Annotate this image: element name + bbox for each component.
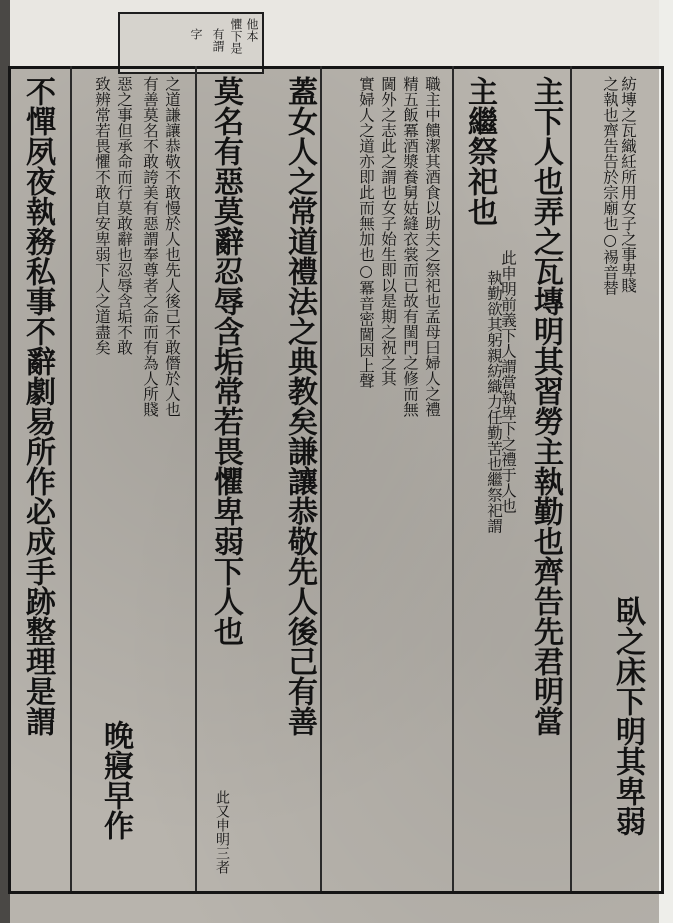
header-line: 有謂	[211, 28, 225, 52]
column-rule	[70, 66, 72, 891]
text-column-small: 之道謙讓恭敬不敢慢於人也先人後己不敢僭於人也	[163, 76, 181, 417]
text-column-large: 主下人也弄之瓦塼明其習勞主執勤也齊告先君明當	[528, 76, 563, 736]
text-column-small: 惡之事但承命而行莫敢辭也忍辱含垢不敢	[115, 76, 133, 355]
text-column-large: 晚寢早作	[98, 720, 133, 840]
column-rule	[452, 66, 454, 891]
column-rule	[320, 66, 322, 891]
text-column-small: 致辨常若畏懼不敢自安卑弱下人之道盡矣	[93, 76, 111, 355]
header-line: 他本	[245, 18, 259, 42]
text-column-small: 閫外之志此之謂也女子始生即以是期之祝之其	[379, 76, 397, 386]
column-rule	[570, 66, 572, 891]
text-column-small: 精五飯冪酒漿養舅姑縫衣裳而已故有閨門之修而無	[401, 76, 419, 417]
column-rule	[195, 66, 197, 891]
text-column-small: 有善莫名不敢誇美有惡謂奉尊者之命而有為人所賤	[141, 76, 159, 417]
text-column-small: 執勤欲其躬親紡織力任勤苦也繼祭祀謂	[485, 270, 503, 534]
text-column-large: 臥之床下明其卑弱	[610, 596, 645, 836]
text-column-small: 職主中饋潔其酒食以助夫之祭祀也孟母曰婦人之禮	[423, 76, 441, 417]
header-line: 字	[189, 28, 203, 40]
text-column-large: 主繼祭祀也	[462, 76, 497, 226]
commentary-note: 此又申明三者	[214, 790, 230, 874]
running-header-box	[118, 12, 264, 74]
text-column-small: 實婦人之道亦即此而無加也○冪音密閫因上聲	[357, 76, 375, 389]
header-line: 懼下是	[229, 18, 243, 54]
text-column-large: 不憚夙夜執務私事不辭劇易所作必成手跡整理是謂	[20, 76, 55, 736]
top-margin	[0, 0, 673, 68]
text-column-small: 紡塼之瓦織紝所用女子之事卑賤	[619, 76, 637, 293]
text-column-small: 此申明前義下人謂當執卑下之禮于人也	[499, 250, 517, 514]
text-column-small: 之執也齊告告於宗廟也○裼音替	[601, 76, 619, 296]
text-column-large: 莫名有惡莫辭忍辱含垢常若畏懼卑弱下人也	[208, 76, 243, 646]
text-column-large: 蓋女人之常道禮法之典教矣謙讓恭敬先人後己有善	[282, 76, 317, 736]
